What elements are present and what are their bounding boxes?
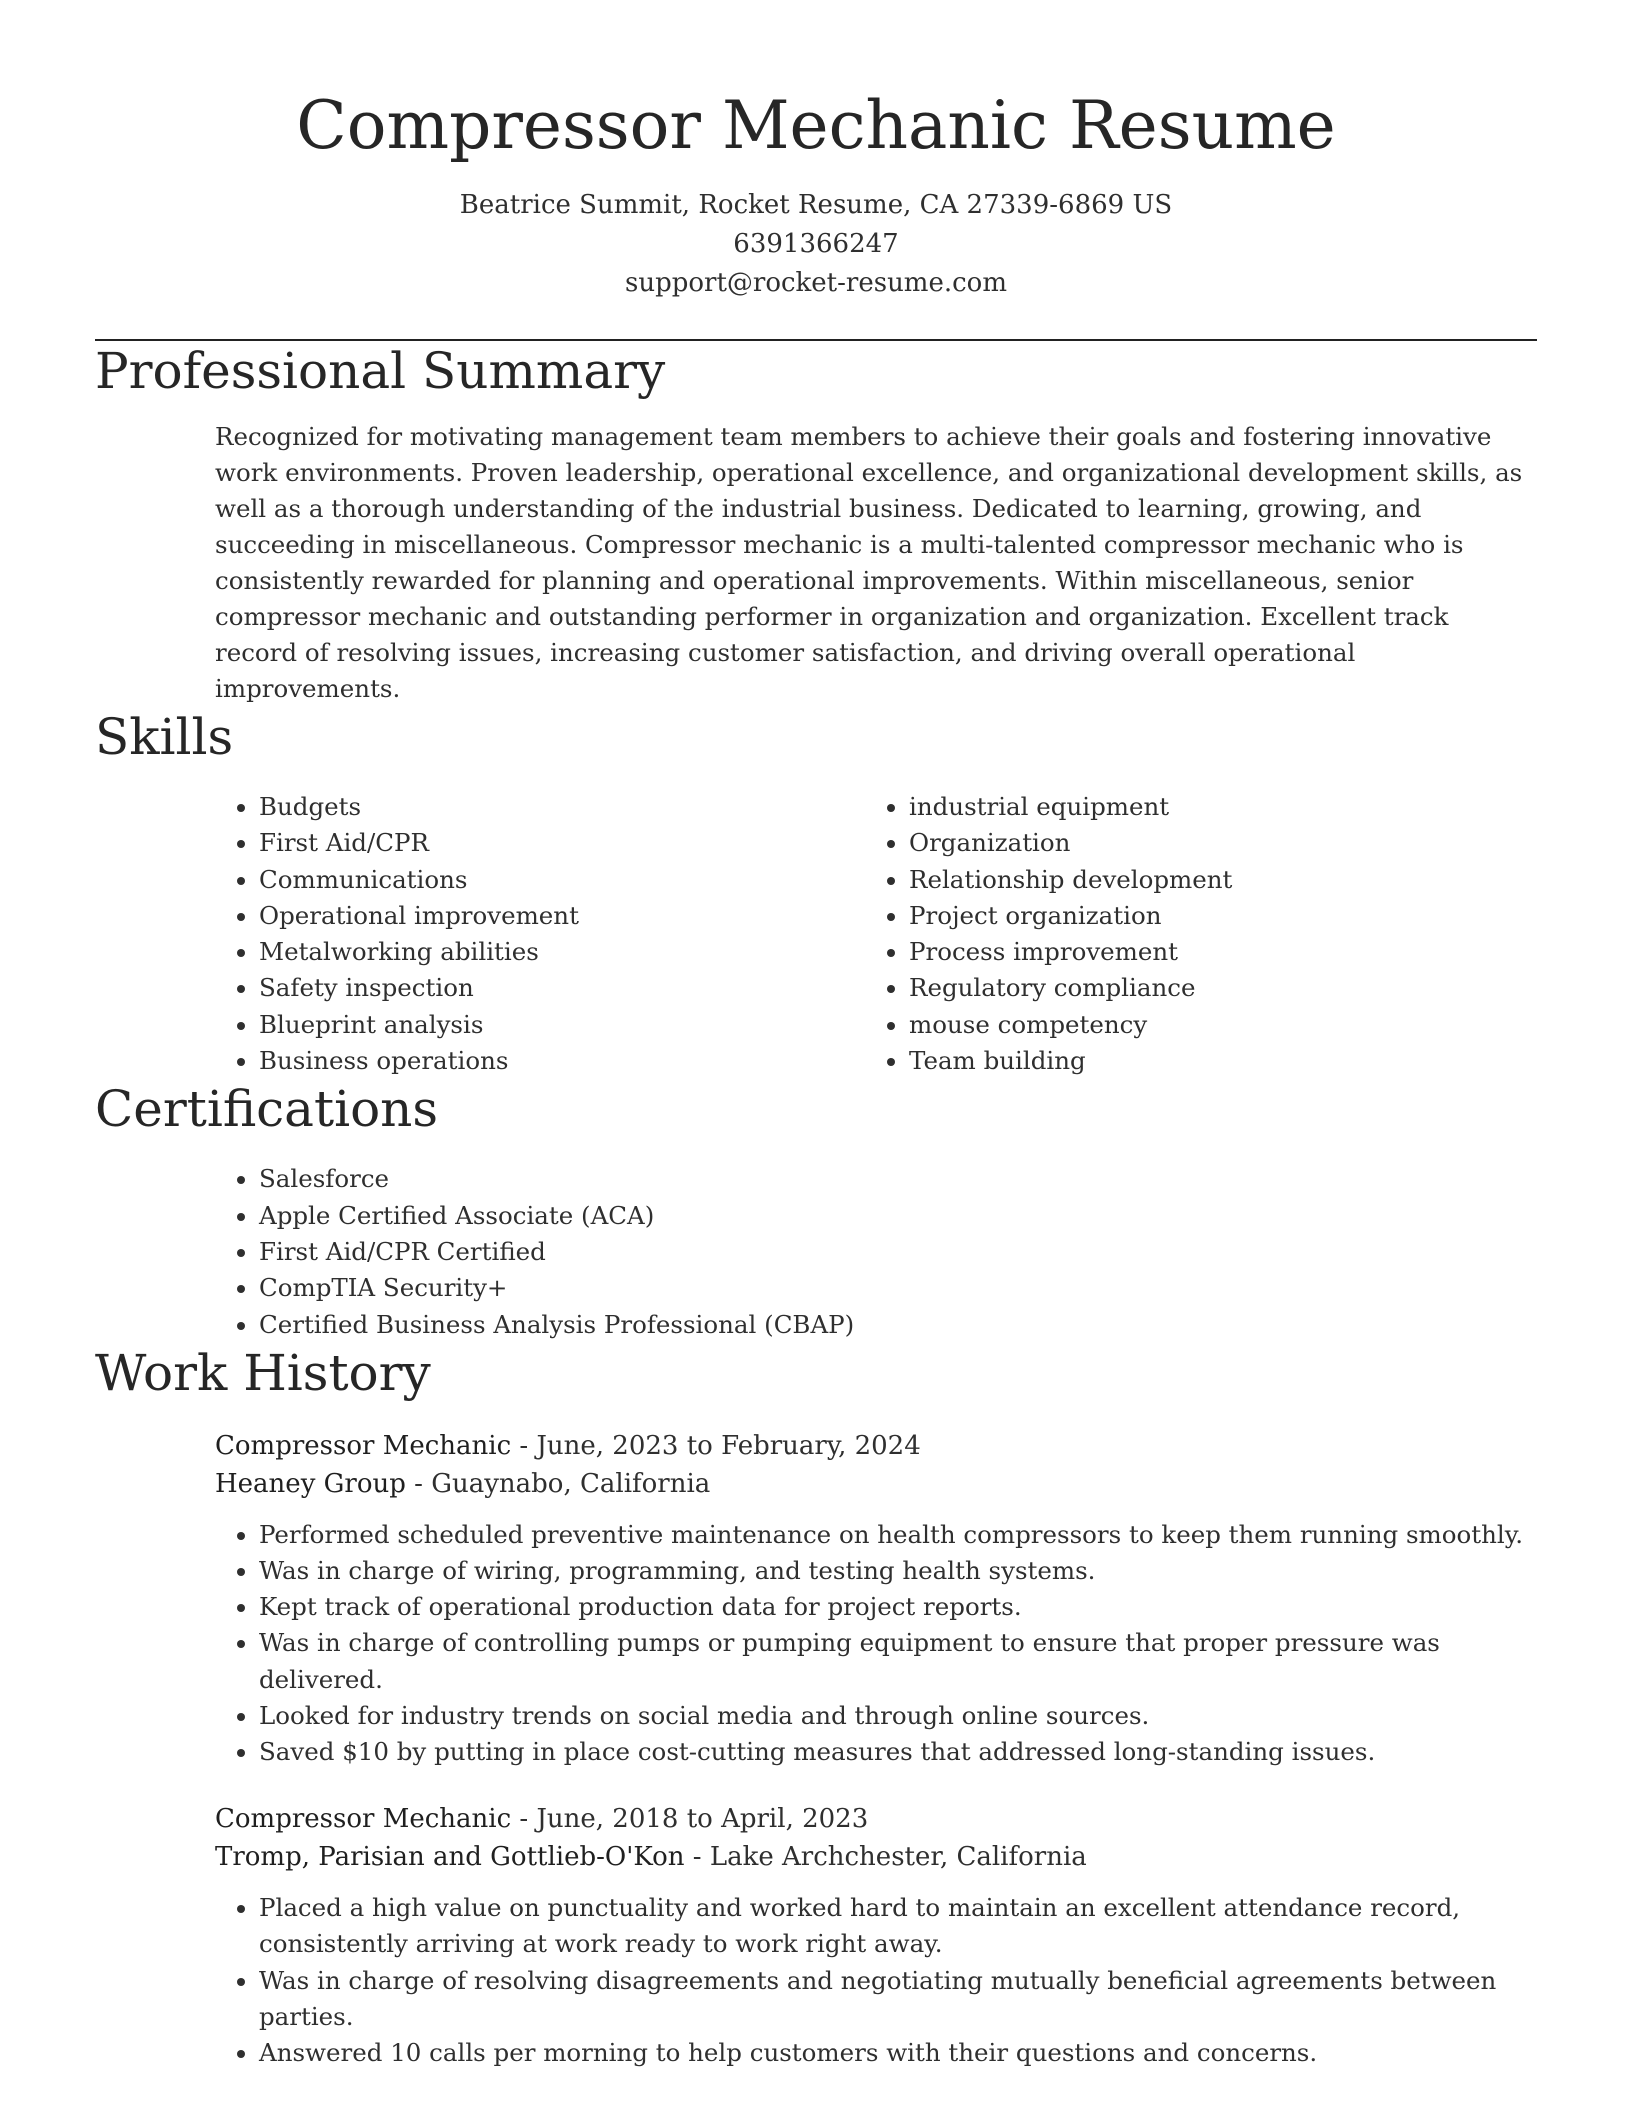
contact-email: support@rocket-resume.com	[624, 268, 1007, 298]
contact-phone: 6391366247	[733, 229, 899, 259]
job-duties	[215, 1517, 1537, 1770]
summary-heading: Professional Summary	[95, 342, 666, 400]
job-title: Compressor Mechanic	[215, 1430, 512, 1461]
skill-item: • Regulatory compliance	[909, 970, 1509, 1006]
job-duty: • Was in charge of wiring, programming, and testing health systems.	[259, 1553, 1537, 1589]
certification-item: • Salesforce	[259, 1161, 1537, 1197]
job-dates: - June, 2023 to February, 2024	[511, 1430, 921, 1461]
skills-list	[215, 789, 1537, 1079]
skill-item: • Project organization	[909, 898, 1509, 934]
job-duty: • Placed a high value on punctuality and worked hard to maintain an excellent attendance record, consistently arriving at work ready to work right away.	[259, 1890, 1537, 1962]
skill-item: • First Aid/CPR	[259, 825, 865, 861]
skill-item: • Safety inspection	[259, 970, 865, 1006]
job-title-line	[215, 1800, 1537, 1838]
job-entry	[215, 1800, 1537, 2071]
resume-header	[95, 0, 1537, 303]
skills-column-right	[865, 789, 1509, 1079]
job-location: - Lake Archchester, California	[684, 1842, 1087, 1873]
job-dates: - June, 2018 to April, 2023	[511, 1804, 869, 1835]
resume-title: Compressor Mechanic Resume	[296, 87, 1336, 164]
job-duty: • Was in charge of controlling pumps or pumping equipment to ensure that proper pressure was delivered.	[259, 1625, 1537, 1697]
skill-item: • Process improvement	[909, 934, 1509, 970]
skill-item: • Budgets	[259, 789, 865, 825]
skill-item: • Communications	[259, 862, 865, 898]
skill-item: • Business operations	[259, 1043, 865, 1079]
job-duty: • Kept track of operational production data for project reports.	[259, 1589, 1537, 1625]
work-history-heading: Work History	[95, 1343, 431, 1402]
skill-item: • Team building	[909, 1043, 1509, 1079]
certification-item: • First Aid/CPR Certified	[259, 1234, 1537, 1270]
job-duty: • Saved $10 by putting in place cost-cutting measures that addressed long-standing issues.	[259, 1734, 1537, 1770]
certifications-list	[215, 1161, 1537, 1342]
skills-column-left	[215, 789, 865, 1079]
job-company-line	[215, 1465, 1537, 1503]
skill-item: • Relationship development	[909, 862, 1509, 898]
certification-item: • Certified Business Analysis Professional (CBAP)	[259, 1307, 1537, 1343]
job-duty: • Looked for industry trends on social media and through online sources.	[259, 1698, 1537, 1734]
job-duty: • Performed scheduled preventive maintenance on health compressors to keep them running smoothly.	[259, 1517, 1537, 1553]
skill-item: • mouse competency	[909, 1007, 1509, 1043]
certification-item: • Apple Certified Associate (ACA)	[259, 1198, 1537, 1234]
job-entry	[215, 1427, 1537, 1770]
skill-item: • Metalworking abilities	[259, 934, 865, 970]
job-title-line	[215, 1427, 1537, 1465]
certifications-heading: Certifications	[95, 1080, 439, 1139]
job-location: - Guaynabo, California	[405, 1468, 711, 1499]
job-duty: • Answered 10 calls per morning to help customers with their questions and concerns.	[259, 2035, 1537, 2071]
skill-item: • Operational improvement	[259, 898, 865, 934]
skill-item: • Organization	[909, 825, 1509, 861]
contact-info	[95, 186, 1537, 303]
job-company-line	[215, 1838, 1537, 1876]
certification-item: • CompTIA Security+	[259, 1270, 1537, 1306]
job-company: Tromp, Parisian and Gottlieb-O'Kon	[215, 1842, 685, 1873]
skill-item: • industrial equipment	[909, 789, 1509, 825]
skill-item: • Blueprint analysis	[259, 1007, 865, 1043]
job-company: Heaney Group	[215, 1468, 406, 1499]
job-duties	[215, 1890, 1537, 2071]
skills-heading: Skills	[95, 708, 234, 766]
job-title: Compressor Mechanic	[215, 1804, 512, 1835]
contact-address: Beatrice Summit, Rocket Resume, CA 27339-6869 US	[459, 190, 1173, 220]
job-duty: • Was in charge of resolving disagreements and negotiating mutually beneficial agreements between parties.	[259, 1963, 1537, 2035]
summary-text: Recognized for motivating management team members to achieve their goals and fostering innovative work environments. Proven leadership, operational excellence, and organizational development skills, as well as a thorough understanding of the industrial business. Dedicated to learning, growing, and succeeding in miscellaneous. Compressor mechanic is a multi-talented compressor mechanic who is consistently rewarded for planning and operational improvements. Within miscellaneous, senior compressor mechanic and outstanding performer in organization and organization. Excellent track record of resolving issues, increasing customer satisfaction, and driving overall operational improvements.	[215, 422, 1523, 703]
